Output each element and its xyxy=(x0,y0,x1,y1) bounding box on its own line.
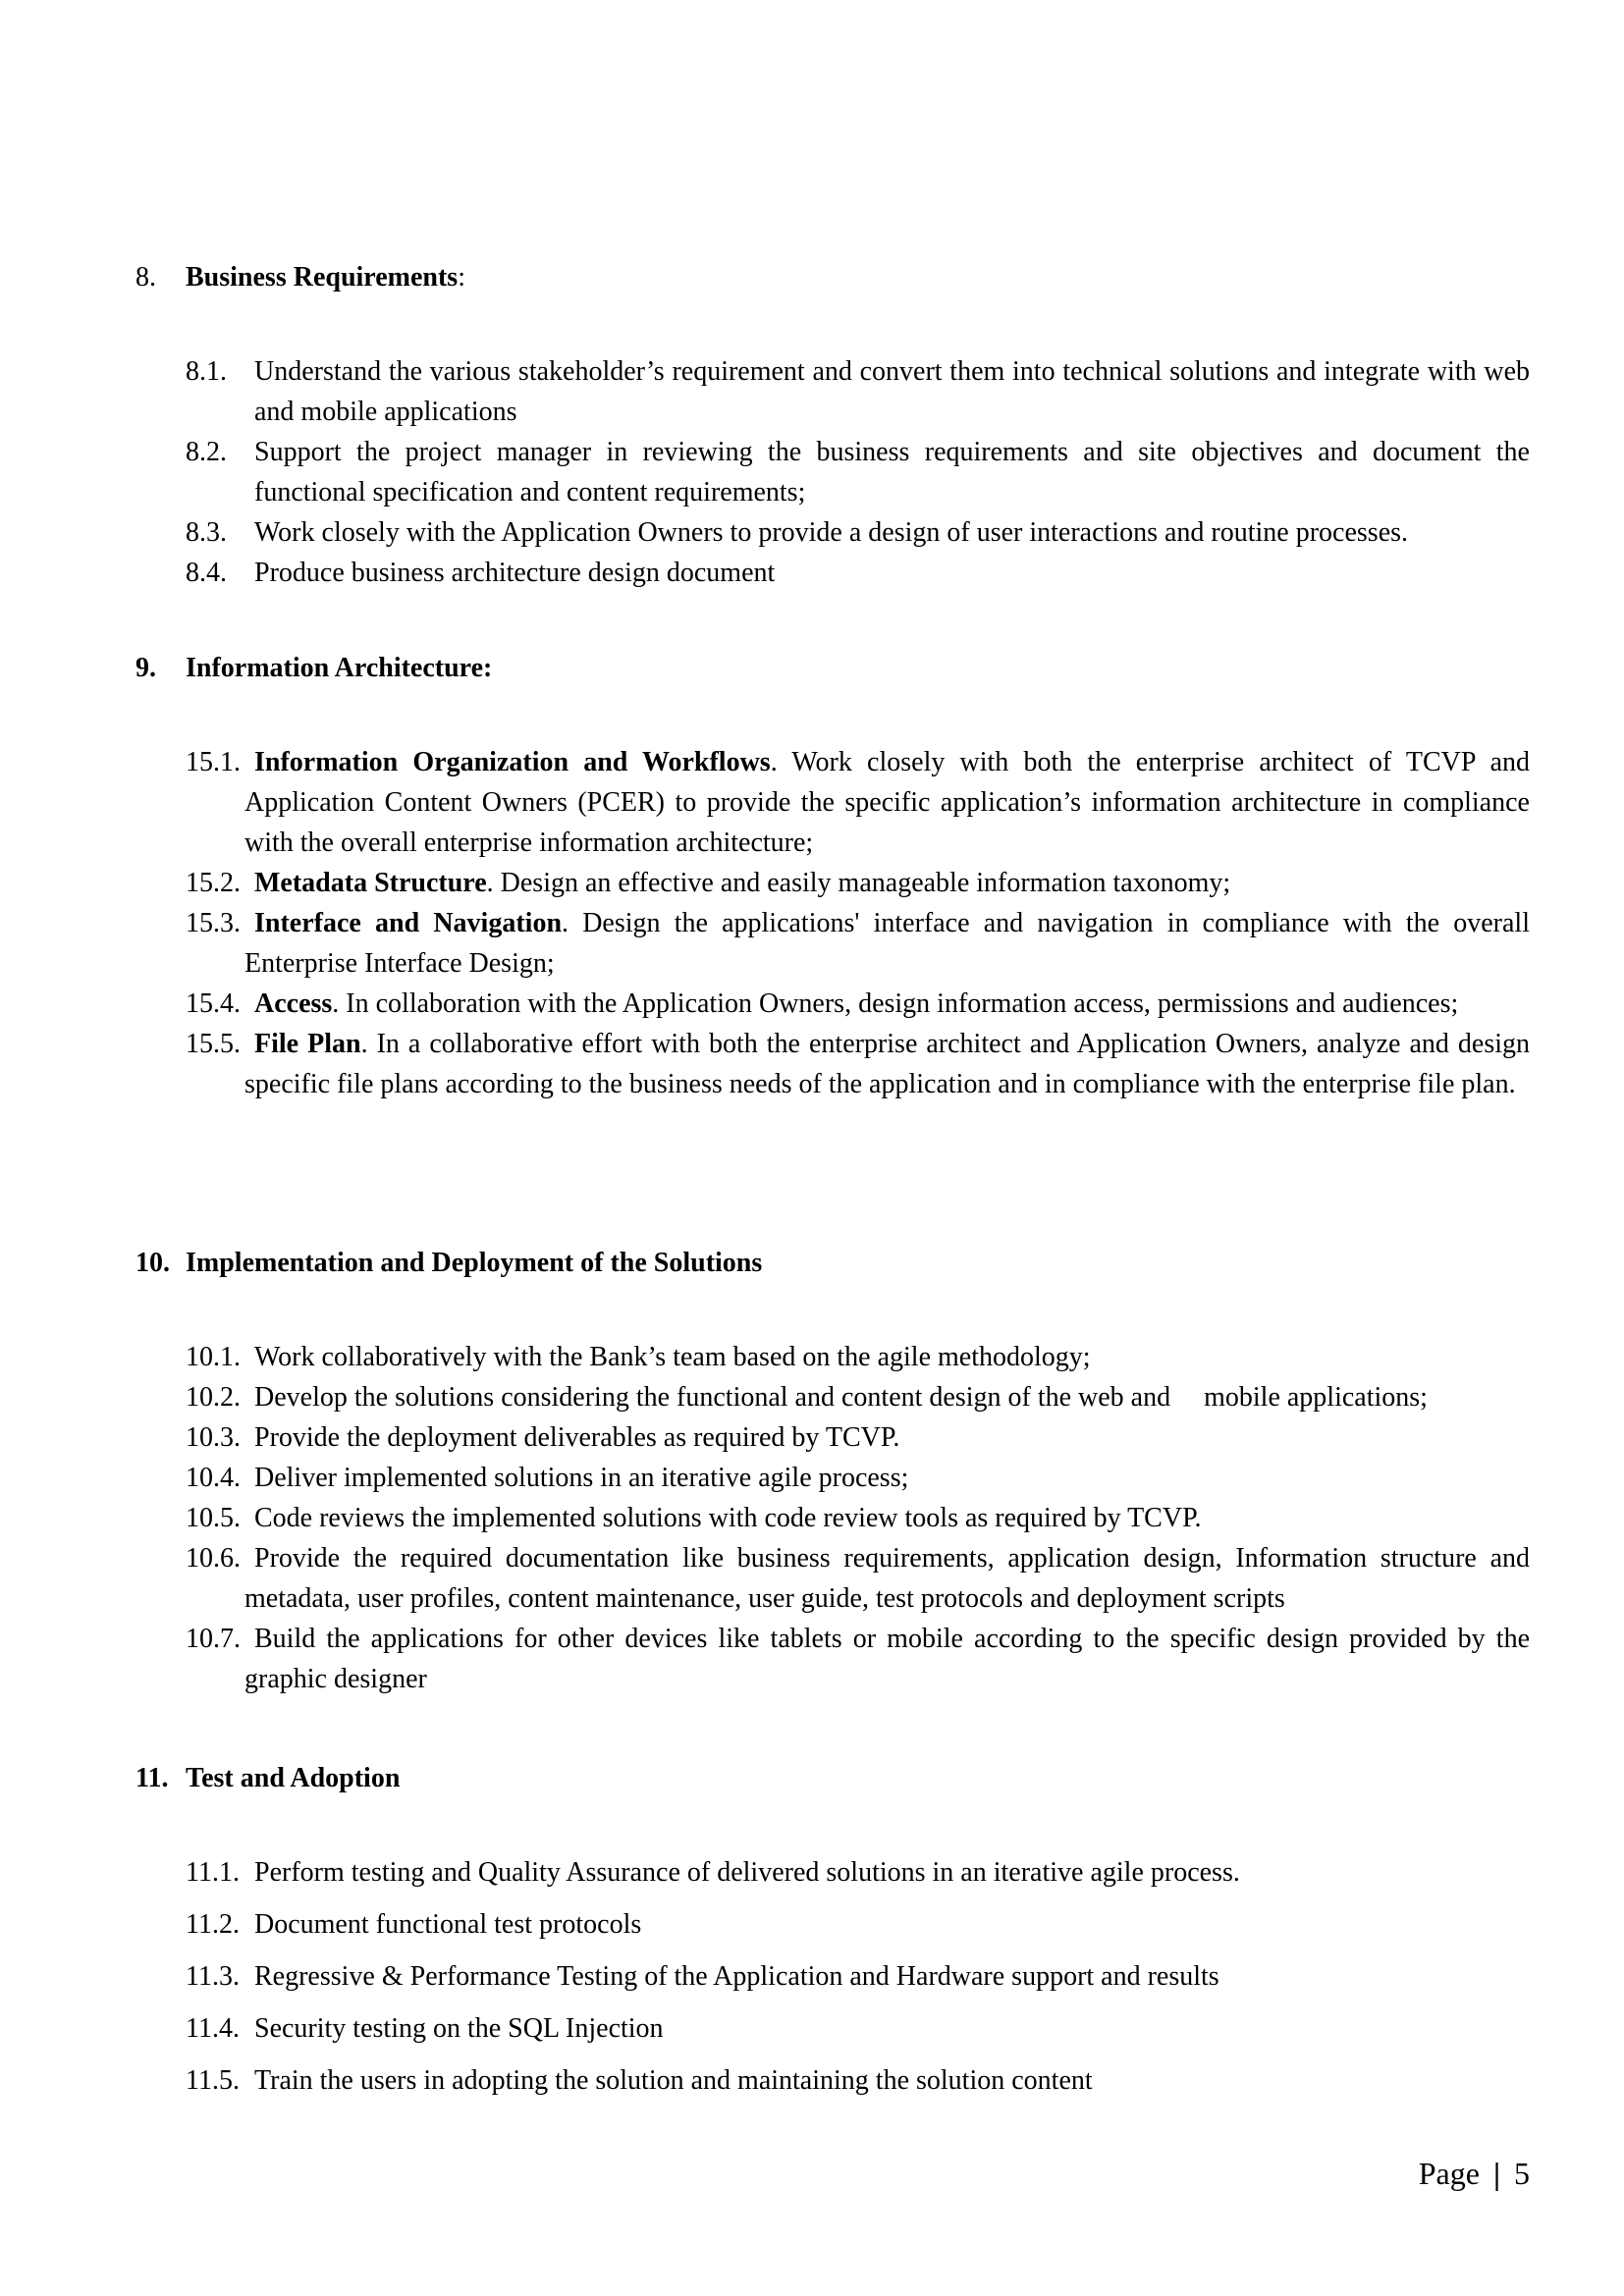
item-number: 10.7. xyxy=(186,1624,241,1654)
item-number: 15.1. xyxy=(186,747,241,777)
list-item xyxy=(186,863,1530,903)
item-text: Security testing on the SQL Injection xyxy=(254,2013,664,2044)
item-text-tail: mobile applications; xyxy=(1204,1382,1428,1413)
item-text: Build the applications for other devices like tablets or mobile according to the specific design provided by the graphic designer xyxy=(244,1624,1530,1694)
item-number: 10.4. xyxy=(186,1463,241,1493)
section-number: 8. xyxy=(135,262,156,293)
item-number: 11.2. xyxy=(186,1909,240,1940)
item-lead: Access xyxy=(254,988,333,1019)
item-lead: File Plan xyxy=(254,1029,361,1059)
page-footer xyxy=(1419,2154,1530,2193)
list-item xyxy=(186,2008,1530,2049)
item-text: Provide the deployment deliverables as required by TCVP. xyxy=(254,1422,900,1453)
item-text: Work collaboratively with the Bank’s team based on the agile methodology; xyxy=(254,1342,1091,1372)
section-heading xyxy=(135,1758,1530,1798)
item-number: 8.2. xyxy=(186,437,227,467)
item-number: 10.1. xyxy=(186,1342,241,1372)
item-number: 15.4. xyxy=(186,988,241,1019)
list-item xyxy=(186,1852,1530,1893)
section-title: Implementation and Deployment of the Solutions xyxy=(186,1248,763,1278)
item-text: . In a collaborative effort with both the enterprise architect and Application Owners, analyze and design specific file plans according to the business needs of the application and in compliance with the enterprise file plan. xyxy=(244,1029,1530,1099)
item-text: Develop the solutions considering the functional and content design of the web and xyxy=(254,1382,1171,1413)
section-implementation-deployment xyxy=(135,1243,1530,1699)
item-number: 11.5. xyxy=(186,2065,240,2096)
section-test-adoption xyxy=(135,1758,1530,2112)
list-item xyxy=(186,984,1530,1024)
page-label: Page xyxy=(1418,2156,1480,2191)
item-number: 15.2. xyxy=(186,868,241,898)
list-item xyxy=(186,432,1530,512)
item-text: Code reviews the implemented solutions with code review tools as required by TCVP. xyxy=(254,1503,1202,1533)
section-information-architecture xyxy=(135,648,1530,1104)
list-item xyxy=(186,2060,1530,2101)
list-item xyxy=(186,1538,1530,1619)
section-heading xyxy=(135,1243,1530,1283)
list-item xyxy=(186,1417,1530,1458)
item-text: Regressive & Performance Testing of the Application and Hardware support and results xyxy=(254,1961,1219,1992)
item-text: Support the project manager in reviewing the business requirements and site objectives and document the functional specification and content requirements; xyxy=(254,437,1530,507)
item-number: 8.3. xyxy=(186,517,227,548)
item-number: 10.6. xyxy=(186,1543,241,1574)
item-number: 11.1. xyxy=(186,1857,240,1888)
section-title: Test and Adoption xyxy=(186,1763,401,1793)
section-number: 9. xyxy=(135,653,156,683)
item-number: 15.3. xyxy=(186,908,241,938)
page-number: 5 xyxy=(1514,2156,1530,2191)
item-text: . In collaboration with the Application Owners, design information access, permissions and audiences; xyxy=(332,988,1459,1019)
list-item xyxy=(186,1904,1530,1945)
section-title: Information Architecture: xyxy=(186,653,493,683)
list-item xyxy=(186,553,1530,593)
item-number: 11.3. xyxy=(186,1961,240,1992)
page-separator: | xyxy=(1492,2156,1500,2191)
list-item xyxy=(186,1956,1530,1997)
list-item xyxy=(186,1498,1530,1538)
list-item xyxy=(186,351,1530,432)
item-number: 15.5. xyxy=(186,1029,241,1059)
item-list xyxy=(186,742,1530,1104)
item-text: Provide the required documentation like business requirements, application design, Information structure and metadata, user profiles, content maintenance, user guide, test protocols and deployment scripts xyxy=(244,1543,1530,1614)
list-item xyxy=(186,1024,1530,1104)
item-text: Work closely with the Application Owners to provide a design of user interactions and routine processes. xyxy=(254,517,1409,548)
item-number: 11.4. xyxy=(186,2013,240,2044)
item-text: . Design the applications' interface and navigation in compliance with the overall Enterprise Interface Design; xyxy=(244,908,1530,979)
item-number: 10.5. xyxy=(186,1503,241,1533)
item-lead: Metadata Structure xyxy=(254,868,487,898)
list-item xyxy=(186,1458,1530,1498)
item-number: 8.4. xyxy=(186,558,227,588)
list-item xyxy=(186,1377,1530,1417)
list-item xyxy=(186,742,1530,863)
item-text: Produce business architecture design document xyxy=(254,558,776,588)
section-number: 11. xyxy=(135,1763,169,1793)
list-item xyxy=(186,1337,1530,1377)
item-text: Train the users in adopting the solution and maintaining the solution content xyxy=(254,2065,1093,2096)
item-text: Deliver implemented solutions in an iterative agile process; xyxy=(254,1463,909,1493)
item-number: 10.3. xyxy=(186,1422,241,1453)
list-item xyxy=(186,512,1530,553)
item-text: . Work closely with both the enterprise architect of TCVP and Application Content Owners (PCER) to provide the specific application’s information architecture in compliance with the overall enterprise information architecture; xyxy=(244,747,1530,858)
item-list xyxy=(186,1852,1530,2101)
item-lead: Interface and Navigation xyxy=(254,908,563,938)
item-text: . Design an effective and easily manageable information taxonomy; xyxy=(486,868,1231,898)
list-item xyxy=(186,903,1530,984)
section-number: 10. xyxy=(135,1248,170,1278)
item-text: Perform testing and Quality Assurance of delivered solutions in an iterative agile process. xyxy=(254,1857,1240,1888)
item-list xyxy=(186,1337,1530,1699)
section-business-requirements xyxy=(135,257,1530,593)
item-text: Document functional test protocols xyxy=(254,1909,642,1940)
section-title: Business Requirements: xyxy=(186,262,465,293)
list-item xyxy=(186,1619,1530,1699)
item-list xyxy=(186,351,1530,593)
item-number: 8.1. xyxy=(186,356,227,387)
item-text: Understand the various stakeholder’s requirement and convert them into technical solutions and integrate with web and mobile applications xyxy=(254,356,1530,427)
section-heading xyxy=(135,648,1530,688)
item-number: 10.2. xyxy=(186,1382,241,1413)
item-lead: Information Organization and Workflows xyxy=(254,747,771,777)
section-heading xyxy=(135,257,1530,297)
